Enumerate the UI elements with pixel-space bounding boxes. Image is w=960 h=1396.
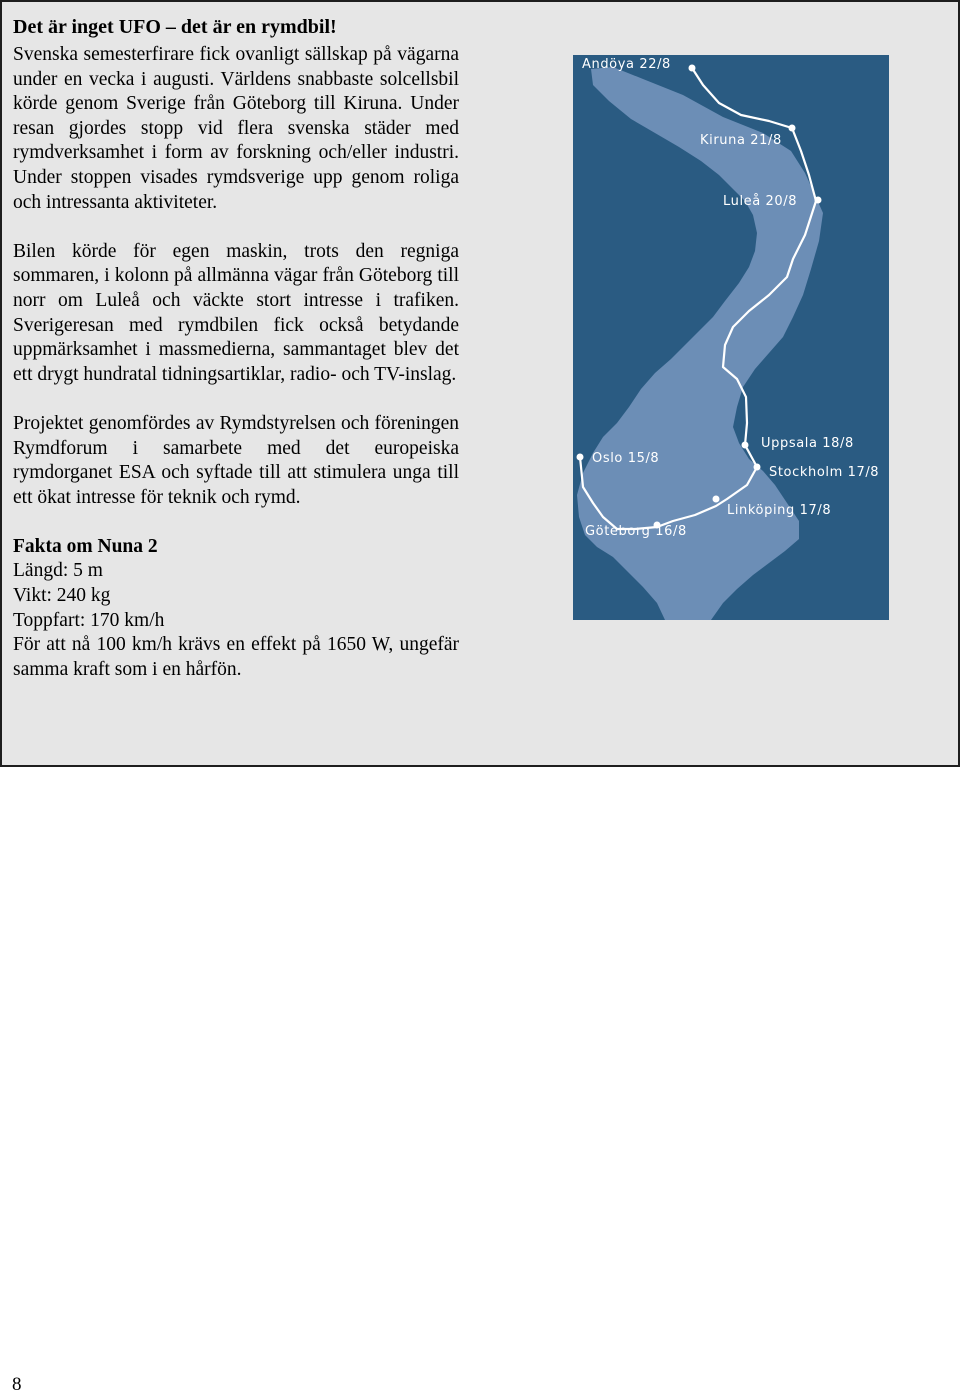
facts-title: Fakta om Nuna 2 <box>13 535 158 557</box>
facts-box <box>13 535 459 683</box>
paragraph: Bilen körde för egen maskin, trots den regniga sommaren, i kolonn på allmänna vägar från Göteborg till norr om Luleå och väckte stort intresse i trafiken. Sverigeresan med rymdbilen fick också betydande uppmärksamhet i massmedierna, sammantaget blev det ett drygt hundratal tidningsartiklar, radio- och TV-inslag. <box>13 240 459 385</box>
fact-length: Längd: 5 m <box>13 560 103 582</box>
route-map <box>573 55 889 620</box>
stop-label-linkoping: Linköping 17/8 <box>727 503 832 518</box>
fact-top-speed: Toppfart: 170 km/h <box>13 609 165 631</box>
stop-dot-uppsala <box>742 442 749 449</box>
stop-label-lulea: Luleå 20/8 <box>723 194 798 209</box>
stop-label-andoya: Andöya 22/8 <box>582 57 671 72</box>
stop-dot-andoya <box>689 65 696 72</box>
stop-dot-oslo <box>577 454 584 461</box>
page-number: 8 <box>12 1374 22 1395</box>
stop-label-oslo: Oslo 15/8 <box>592 451 660 466</box>
paragraph: Projektet genomfördes av Rymdstyrelsen och föreningen Rymdforum i samarbete med det europeiska rymdorganet ESA och syftade till att stimulera unga till ett ökat intresse för teknik och rymd. <box>13 412 459 508</box>
stop-label-kiruna: Kiruna 21/8 <box>700 133 782 148</box>
fact-weight: Vikt: 240 kg <box>13 585 111 607</box>
stop-dot-kiruna <box>789 125 796 132</box>
stop-dot-lulea <box>815 197 822 204</box>
stop-label-uppsala: Uppsala 18/8 <box>761 436 854 451</box>
route-map-svg <box>573 55 889 620</box>
article-title: Det är inget UFO – det är en rymdbil! <box>13 16 337 38</box>
stop-dot-stockholm <box>754 464 761 471</box>
paragraph: Svenska semesterfirare fick ovanligt sällskap på vägarna under en vecka i augusti. Världens snabbaste solcellsbil körde genom Sverige från Göteborg till Kiruna. Under resan gjordes stopp vid flera svenska städer med rymdverksamhet i form av forskning och/eller industri. Under stoppen visades rymdsverige upp genom roliga och intressanta aktiviteter. <box>13 44 459 213</box>
article-text <box>13 15 459 682</box>
stop-label-goteborg: Göteborg 16/8 <box>585 524 687 539</box>
fact-power: För att nå 100 km/h krävs en effekt på 1650 W, ungefär samma kraft som i en hårfön. <box>13 634 459 680</box>
stop-dot-linkoping <box>713 496 720 503</box>
stop-label-stockholm: Stockholm 17/8 <box>769 465 880 480</box>
